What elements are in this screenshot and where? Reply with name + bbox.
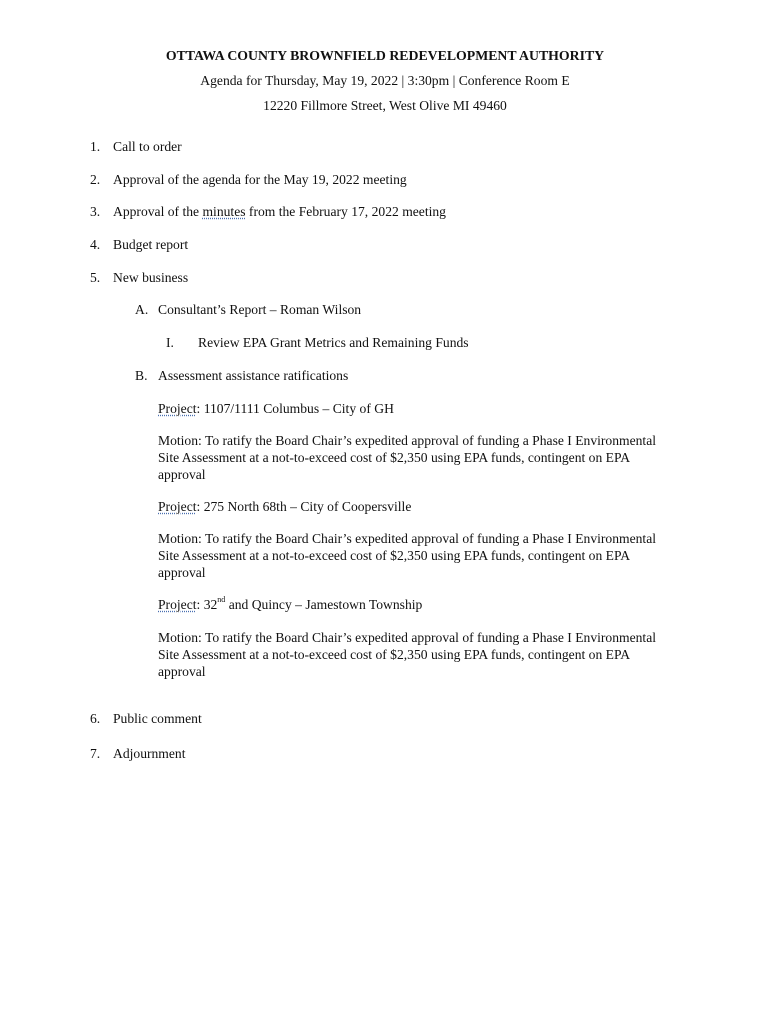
item-approval-minutes	[113, 203, 446, 220]
motion-text: Motion: To ratify the Board Chair’s expedited approval of funding a Phase I Environmental Site Assessment at a not-to-exceed cost of $2,350 using EPA funds, contingent on EPA approval	[158, 531, 657, 580]
subitem-letter: B.	[135, 368, 148, 383]
project-link[interactable]: Project	[158, 401, 197, 416]
item-number: 3.	[90, 204, 101, 219]
agenda-title: OTTAWA COUNTY BROWNFIELD REDEVELOPMENT AUTHORITY	[165, 48, 605, 63]
project-line	[158, 400, 394, 417]
item-budget-report: Budget report	[113, 237, 189, 252]
project-link[interactable]: Project	[158, 597, 197, 612]
project-name-pre: : 32	[196, 597, 218, 612]
item-number: 5.	[90, 270, 101, 285]
item-public-comment: Public comment	[113, 711, 202, 726]
motion-text: Motion: To ratify the Board Chair’s expedited approval of funding a Phase I Environmental Site Assessment at a not-to-exceed cost of $2,350 using EPA funds, contingent on EPA approval	[158, 433, 657, 482]
item-number: 7.	[90, 746, 101, 761]
minutes-link[interactable]: minutes	[202, 204, 246, 219]
subitem-letter: A.	[135, 302, 149, 317]
item-new-business: New business	[113, 270, 189, 285]
item-number: 1.	[90, 139, 101, 154]
agenda-subtitle: Agenda for Thursday, May 19, 2022 | 3:30pm | Conference Room E	[200, 73, 570, 88]
item-text-post: from the February 17, 2022 meeting	[245, 204, 446, 219]
project-line	[158, 498, 411, 515]
project-name: : 1107/1111 Columbus – City of GH	[196, 401, 394, 416]
subitem-assessment-ratifications: Assessment assistance ratifications	[158, 368, 349, 383]
item-approval-agenda: Approval of the agenda for the May 19, 2022 meeting	[113, 172, 407, 187]
project-link[interactable]: Project	[158, 499, 197, 514]
item-adjournment: Adjournment	[113, 746, 186, 761]
subitem-consultant-report: Consultant’s Report – Roman Wilson	[158, 302, 362, 317]
item-number: 6.	[90, 711, 101, 726]
agenda-address: 12220 Fillmore Street, West Olive MI 49460	[263, 98, 507, 113]
motion-text: Motion: To ratify the Board Chair’s expedited approval of funding a Phase I Environmental Site Assessment at a not-to-exceed cost of $2,350 using EPA funds, contingent on EPA approval	[158, 630, 657, 679]
item-call-to-order: Call to order	[113, 139, 182, 154]
ordinal-suffix: nd	[217, 595, 226, 605]
subitem-numeral: I.	[166, 335, 174, 350]
project-name: : 275 North 68th – City of Coopersville	[196, 499, 412, 514]
project-line	[158, 596, 422, 613]
item-number: 2.	[90, 172, 101, 187]
item-number: 4.	[90, 237, 101, 252]
subitem-epa-grant-review: Review EPA Grant Metrics and Remaining Funds	[198, 335, 469, 350]
project-name-post: and Quincy – Jamestown Township	[225, 597, 423, 612]
item-text-pre: Approval of the	[113, 204, 203, 219]
